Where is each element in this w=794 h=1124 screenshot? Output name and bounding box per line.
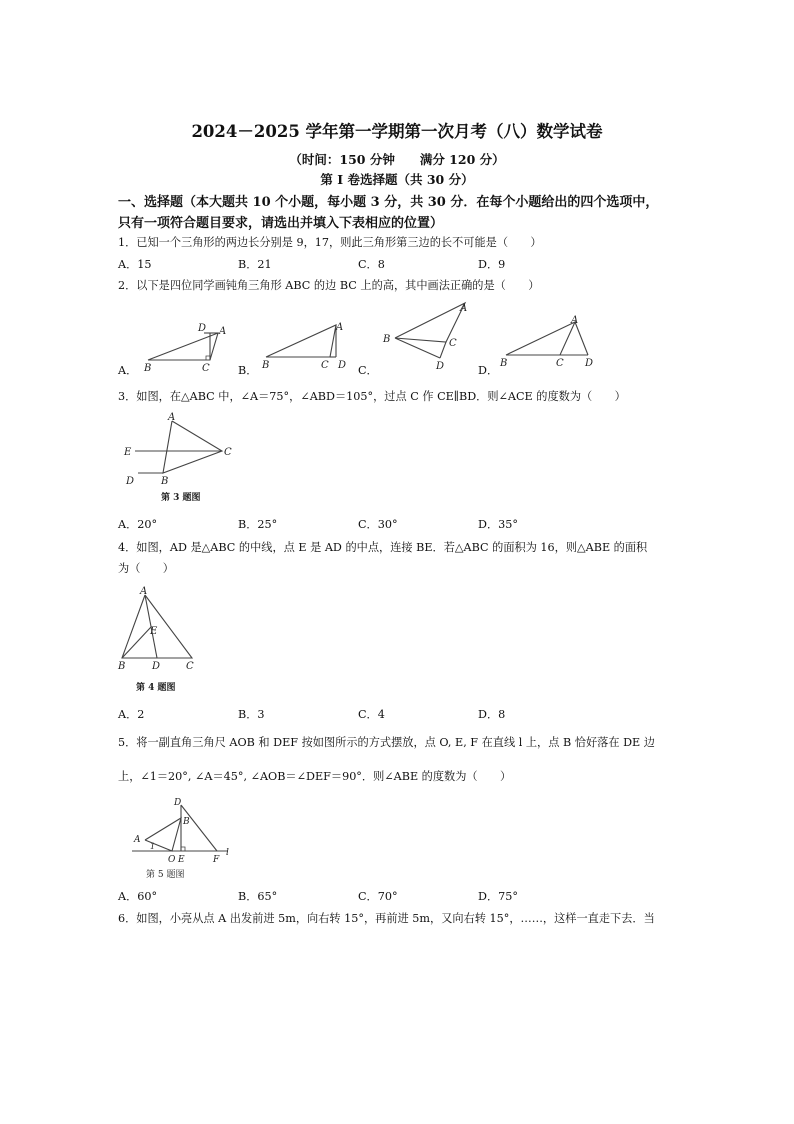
label-c: C — [186, 661, 194, 672]
label-c: C — [556, 358, 564, 369]
q2-option-d: D． — [478, 364, 499, 377]
label-c: C — [224, 447, 232, 458]
label-l: l — [226, 848, 229, 858]
q5-option-d: D．75° — [478, 890, 518, 903]
q4-option-d: D．8 — [478, 708, 506, 721]
q3-option-b: B．25° — [238, 518, 278, 531]
question-6-stem: 6．如图，小亮从点 A 出发前进 5m，向右转 15°，再前进 5m，又向右转 15°，……，这样一直走下去．当 — [118, 912, 655, 925]
label-angle-1: 1 — [150, 842, 156, 851]
label-e: E — [150, 626, 158, 637]
label-b: B — [144, 363, 152, 374]
label-e: E — [178, 855, 185, 865]
q1-option-a: A．15 — [118, 258, 152, 271]
label-c: C — [202, 363, 210, 374]
label-d: D — [338, 360, 347, 371]
question-5-stem-line2: 上，∠1＝20°, ∠A＝45°, ∠AOB＝∠DEF＝90°．则∠ABE 的度数为（ ） — [118, 770, 512, 783]
q4-option-c: C．4 — [358, 708, 385, 721]
label-d: D — [152, 661, 161, 672]
q2-figure-a — [143, 323, 226, 374]
label-b: B — [161, 476, 169, 487]
q1-option-d: D．9 — [478, 258, 506, 271]
q1-option-c: C．8 — [358, 258, 385, 271]
label-b: B — [183, 817, 190, 827]
label-b: B — [118, 661, 126, 672]
q3-figure — [123, 412, 232, 503]
q2-option-a: A． — [118, 364, 138, 377]
q4-figure — [117, 586, 194, 693]
q5-figure — [132, 798, 229, 880]
exam-info: （时间：150 分钟 满分 120 分） — [289, 152, 505, 167]
question-1-stem: 1．已知一个三角形的两边长分别是 9，17，则此三角形第三边的长不可能是（ ） — [118, 236, 542, 249]
q1-option-b: B．21 — [238, 258, 272, 271]
q5-option-a: A．60° — [118, 890, 158, 903]
label-f: F — [213, 855, 220, 865]
label-c: C — [449, 338, 457, 349]
q3-option-d: D．35° — [478, 518, 518, 531]
q5-figure-caption: 第 5 题图 — [146, 870, 185, 880]
label-e: E — [124, 447, 132, 458]
q2-option-b: B． — [238, 364, 258, 377]
question-4-stem-line2: 为（ ） — [118, 562, 174, 575]
question-4-stem-line1: 4．如图，AD 是△ABC 的中线，点 E 是 AD 的中点，连接 BE．若△ABC 的面积为 16，则△ABE 的面积 — [118, 541, 648, 554]
label-b: B — [262, 360, 270, 371]
question-2-stem: 2．以下是四位同学画钝角三角形 ABC 的边 BC 上的高，其中画法正确的是（ ） — [118, 279, 540, 292]
label-a: A — [571, 315, 579, 326]
label-d: D — [198, 323, 207, 334]
label-a: A — [336, 322, 344, 333]
q4-figure-caption: 第 4 题图 — [136, 683, 176, 693]
label-d: D — [436, 361, 445, 372]
volume-title: 第 I 卷选择题（共 30 分） — [320, 172, 474, 187]
label-a: A — [460, 303, 468, 314]
q5-option-b: B．65° — [238, 890, 278, 903]
label-a: A — [219, 326, 227, 337]
label-a: A — [140, 586, 148, 597]
label-b: B — [500, 358, 508, 369]
q2-option-c: C． — [358, 364, 378, 377]
section-heading-line1: 一、选择题（本大题共 10 个小题，每小题 3 分，共 30 分．在每个小题给出的四个选项中， — [118, 195, 659, 210]
question-5-stem-line1: 5．将一副直角三角尺 AOB 和 DEF 按如图所示的方式摆放，点 O, E, F 在直线 l 上，点 B 恰好落在 DE 边 — [118, 736, 655, 749]
label-o: O — [168, 855, 176, 865]
q2-figure-b — [261, 322, 346, 371]
label-d: D — [126, 476, 135, 487]
label-d: D — [585, 358, 594, 369]
q3-option-a: A．20° — [118, 518, 158, 531]
question-3-stem: 3．如图，在△ABC 中，∠A＝75°，∠ABD＝105°，过点 C 作 CE∥BD．则∠ACE 的度数为（ ） — [118, 390, 626, 403]
q5-option-c: C．70° — [358, 890, 398, 903]
q3-option-c: C．30° — [358, 518, 398, 531]
q3-figure-caption: 第 3 题图 — [161, 493, 201, 503]
label-a: A — [134, 835, 141, 845]
q2-figure-d — [499, 315, 593, 369]
label-b: B — [383, 334, 391, 345]
q2-figure-c — [382, 303, 467, 372]
label-d: D — [174, 798, 182, 808]
section-heading-line2: 只有一项符合题目要求，请选出并填入下表相应的位置） — [118, 216, 444, 231]
q4-option-a: A．2 — [118, 708, 145, 721]
label-c: C — [321, 360, 329, 371]
page-title: 2024－2025 学年第一学期第一次月考（八）数学试卷 — [191, 122, 603, 141]
q4-option-b: B．3 — [238, 708, 265, 721]
label-a: A — [168, 412, 176, 423]
